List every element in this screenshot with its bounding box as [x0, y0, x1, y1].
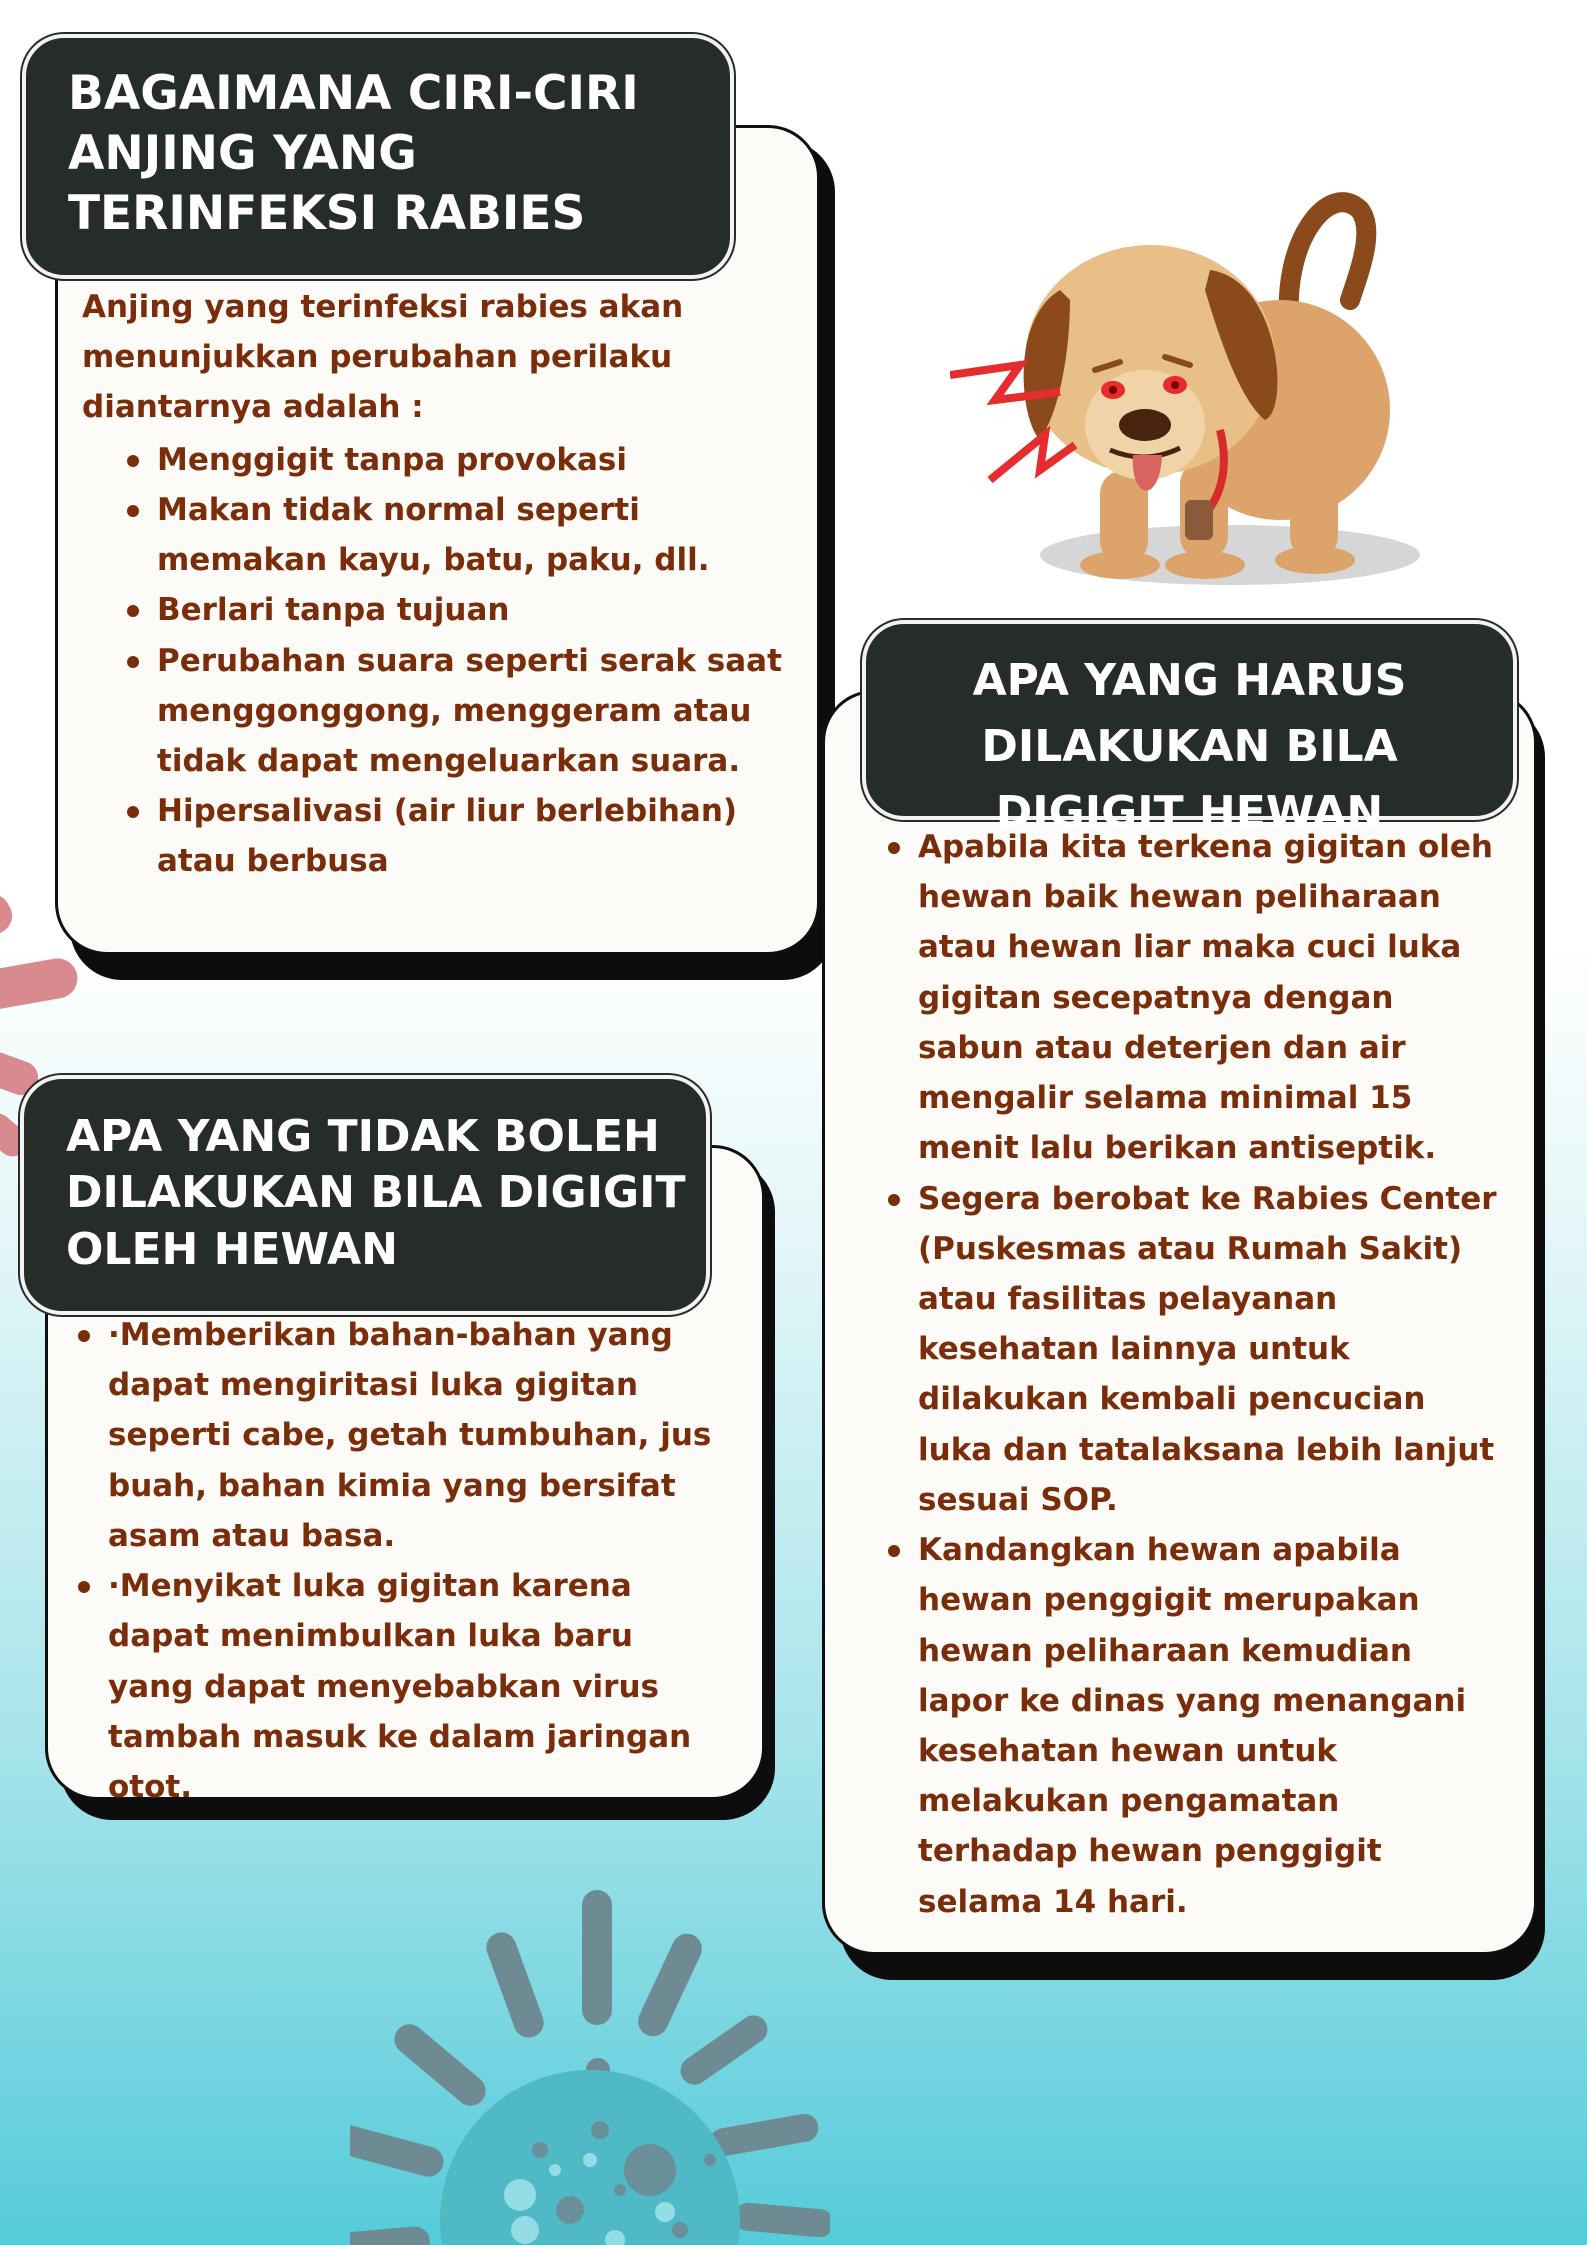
list-item: ·Menyikat luka gigitan karena dapat menimbulkan luka baru yang dapat menyebabkan virus tambah masuk ke dalam jaringan otot.	[78, 1561, 718, 1812]
list-item: Perubahan suara seperti serak saat menggonggong, menggeram atau tidak dapat mengeluarkan suara.	[127, 636, 782, 787]
list-item: ·Memberikan bahan-bahan yang dapat mengiritasi luka gigitan seperti cabe, getah tumbuhan, jus buah, bahan kimia yang bersifat asam atau basa.	[78, 1310, 718, 1561]
card-do-body	[888, 822, 1508, 1927]
card-symptoms-intro: Anjing yang terinfeksi rabies akan menunjukkan perubahan perilaku diantarnya adalah :	[82, 289, 684, 426]
card-symptoms-title: BAGAIMANA CIRI-CIRI ANJING YANG TERINFEKSI RABIES	[22, 34, 734, 279]
list-item: Berlari tanpa tujuan	[127, 585, 782, 635]
angry-dog-illustration	[950, 180, 1430, 600]
list-item: Makan tidak normal seperti memakan kayu, batu, paku, dll.	[127, 485, 782, 585]
card-symptoms-body	[82, 282, 782, 887]
card-do-title: APA YANG HARUS DILAKUKAN BILA DIGIGIT HEWAN	[862, 620, 1517, 820]
list-item: Menggigit tanpa provokasi	[127, 435, 782, 485]
card-dont-body	[78, 1310, 718, 1812]
list-item: Segera berobat ke Rabies Center (Puskesmas atau Rumah Sakit) atau fasilitas pelayanan kesehatan lainnya untuk dilakukan kembali pencucian luka dan tatalaksana lebih lanjut sesuai SOP.	[888, 1174, 1508, 1526]
list-item: Hipersalivasi (air liur berlebihan) atau berbusa	[127, 786, 782, 886]
virus-illustration	[350, 1890, 830, 2245]
list-item: Kandangkan hewan apabila hewan penggigit merupakan hewan peliharaan kemudian lapor ke dinas yang menangani kesehatan hewan untuk melakukan pengamatan terhadap hewan penggigit selama 14 hari.	[888, 1525, 1508, 1927]
card-dont-title: APA YANG TIDAK BOLEH DILAKUKAN BILA DIGIGIT OLEH HEWAN	[20, 1075, 710, 1315]
list-item: Apabila kita terkena gigitan oleh hewan baik hewan peliharaan atau hewan liar maka cuci luka gigitan secepatnya dengan sabun atau deterjen dan air mengalir selama minimal 15 menit lalu berikan antiseptik.	[888, 822, 1508, 1174]
